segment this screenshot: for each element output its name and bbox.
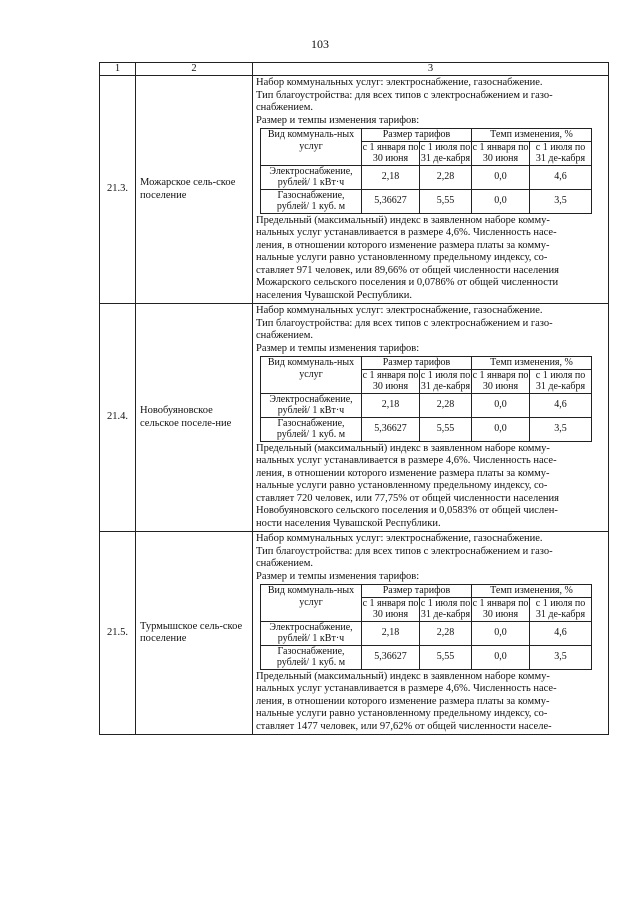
note-line: нальные услуги равно установленному предельному индексу, со- [256, 480, 548, 491]
tariff-value: 5,55 [420, 645, 472, 669]
note-line: ления, в отношении которого изменение размера платы за комму- [256, 467, 550, 479]
row-number: 21.5. [100, 532, 136, 735]
intro-line: Размер и темпы изменения тарифов: [256, 570, 420, 582]
settlement-name: Новобуяновское сельское поселе-ние [136, 304, 253, 532]
period-header: с 1 января по 30 июня [362, 369, 419, 392]
period-header: с 1 января по 30 июня [362, 141, 419, 164]
period-header: с 1 января по 30 июня [472, 369, 529, 392]
row-number: 21.3. [100, 76, 136, 304]
tariff-value: 2,18 [362, 621, 420, 645]
tariff-table [260, 128, 592, 214]
tariff-value: 4,6 [530, 393, 592, 417]
tariff-row [261, 417, 592, 441]
row-number: 21.4. [100, 304, 136, 532]
tariff-value: 0,0 [472, 621, 530, 645]
service-cell: Электроснабжение, рублей/ 1 кВт·ч [261, 393, 362, 417]
tariff-value: 2,18 [362, 393, 420, 417]
intro-line: Тип благоустройства: для всех типов с электроснабжением и газо- [256, 317, 553, 329]
note-line: нальных услуг устанавливается в размере 4,6%. Численность насе- [256, 455, 557, 466]
service-header: Вид коммуналь-ных услуг [261, 357, 362, 394]
page-number: 103 [311, 37, 329, 51]
tariff-value: 2,28 [420, 393, 472, 417]
settlement-row [100, 304, 609, 532]
row-content [253, 304, 609, 532]
note-line: нальные услуги равно установленному предельному индексу, со- [256, 708, 548, 719]
header-col-1: 1 [100, 63, 136, 76]
rate-header: Темп изменения, % [472, 585, 592, 598]
intro-line: Размер и темпы изменения тарифов: [256, 342, 420, 354]
note-line: Новобуяновского сельского поселения и 0,0583% от общей числен- [256, 505, 558, 516]
rate-header: Темп изменения, % [472, 357, 592, 370]
header-col-3: 3 [253, 63, 609, 76]
intro-line: снабжением. [256, 102, 313, 113]
tariff-value: 4,6 [530, 621, 592, 645]
tariff-row [261, 621, 592, 645]
period-header: с 1 января по 30 июня [472, 597, 529, 620]
intro-line: снабжением. [256, 330, 313, 341]
intro-line: Набор коммунальных услуг: электроснабжение, газоснабжение. [256, 77, 543, 88]
note-line: Предельный (максимальный) индекс в заявленном наборе комму- [256, 214, 550, 226]
tariff-value: 5,36627 [362, 645, 420, 669]
service-cell: Газоснабжение, рублей/ 1 куб. м [261, 645, 362, 669]
period-header: с 1 января по 30 июня [362, 597, 419, 620]
tariff-table [260, 356, 592, 442]
tariff-row [261, 393, 592, 417]
tariff-table [260, 584, 592, 670]
tariff-row [261, 645, 592, 669]
size-header: Размер тарифов [362, 129, 472, 142]
period-header: с 1 января по 30 июня [472, 141, 529, 164]
service-cell: Газоснабжение, рублей/ 1 куб. м [261, 417, 362, 441]
service-cell: Электроснабжение, рублей/ 1 кВт·ч [261, 165, 362, 189]
note-line: ставляет 971 человек, или 89,66% от общей численности населения [256, 264, 559, 276]
note-line: ставляет 1477 человек, или 97,62% от общей численности населе- [256, 720, 552, 732]
intro-line: Тип благоустройства: для всех типов с электроснабжением и газо- [256, 545, 553, 557]
tariff-value: 3,5 [530, 645, 592, 669]
intro-line: снабжением. [256, 558, 313, 569]
tariff-document-table [99, 62, 609, 735]
settlement-row [100, 76, 609, 304]
note-line: нальных услуг устанавливается в размере 4,6%. Численность насе- [256, 683, 557, 694]
tariff-row [261, 165, 592, 189]
tariff-value: 3,5 [530, 417, 592, 441]
tariff-value: 2,28 [420, 165, 472, 189]
note-line: Предельный (максимальный) индекс в заявленном наборе комму- [256, 442, 550, 454]
note-line: ставляет 720 человек, или 77,75% от общей численности населения [256, 492, 559, 504]
tariff-value: 3,5 [530, 189, 592, 213]
note-line: нальные услуги равно установленному предельному индексу, со- [256, 252, 548, 263]
tariff-value: 5,36627 [362, 417, 420, 441]
service-cell: Газоснабжение, рублей/ 1 куб. м [261, 189, 362, 213]
row-content [253, 76, 609, 304]
tariff-value: 5,36627 [362, 189, 420, 213]
period-header: с 1 июля по 31 де-кабря [530, 597, 592, 621]
period-header: с 1 июля по 31 де-кабря [530, 369, 592, 393]
tariff-value: 0,0 [472, 393, 530, 417]
note-line: Предельный (максимальный) индекс в заявленном наборе комму- [256, 670, 550, 682]
row-content [253, 532, 609, 735]
tariff-value: 2,28 [420, 621, 472, 645]
tariff-value: 0,0 [472, 645, 530, 669]
intro-line: Набор коммунальных услуг: электроснабжение, газоснабжение. [256, 305, 543, 316]
note-line: ности населения Чувашской Республики. [256, 517, 441, 529]
service-cell: Электроснабжение, рублей/ 1 кВт·ч [261, 621, 362, 645]
settlement-name: Можарское сель-ское поселение [136, 76, 253, 304]
intro-line: Набор коммунальных услуг: электроснабжение, газоснабжение. [256, 533, 543, 544]
note-line: населения Чувашской Республики. [256, 289, 412, 301]
service-header: Вид коммуналь-ных услуг [261, 129, 362, 166]
settlement-name: Турмышское сель-ское поселение [136, 532, 253, 735]
tariff-value: 5,55 [420, 189, 472, 213]
intro-line: Размер и темпы изменения тарифов: [256, 114, 420, 126]
tariff-value: 4,6 [530, 165, 592, 189]
service-header: Вид коммуналь-ных услуг [261, 585, 362, 622]
tariff-row [261, 189, 592, 213]
tariff-value: 2,18 [362, 165, 420, 189]
note-line: ления, в отношении которого изменение размера платы за комму- [256, 239, 550, 251]
note-line: ления, в отношении которого изменение размера платы за комму- [256, 695, 550, 707]
tariff-value: 0,0 [472, 189, 530, 213]
period-header: с 1 июля по 31 де-кабря [420, 141, 471, 164]
rate-header: Темп изменения, % [472, 129, 592, 142]
settlement-row [100, 532, 609, 735]
intro-line: Тип благоустройства: для всех типов с электроснабжением и газо- [256, 89, 553, 101]
header-row [100, 63, 609, 76]
period-header: с 1 июля по 31 де-кабря [420, 369, 471, 392]
size-header: Размер тарифов [362, 585, 472, 598]
note-line: Можарского сельского поселения и 0,0786% от общей численности [256, 277, 559, 288]
period-header: с 1 июля по 31 де-кабря [420, 597, 471, 620]
tariff-value: 5,55 [420, 417, 472, 441]
size-header: Размер тарифов [362, 357, 472, 370]
period-header: с 1 июля по 31 де-кабря [530, 141, 592, 165]
header-col-2: 2 [136, 63, 253, 76]
tariff-value: 0,0 [472, 165, 530, 189]
note-line: нальных услуг устанавливается в размере 4,6%. Численность насе- [256, 227, 557, 238]
tariff-value: 0,0 [472, 417, 530, 441]
